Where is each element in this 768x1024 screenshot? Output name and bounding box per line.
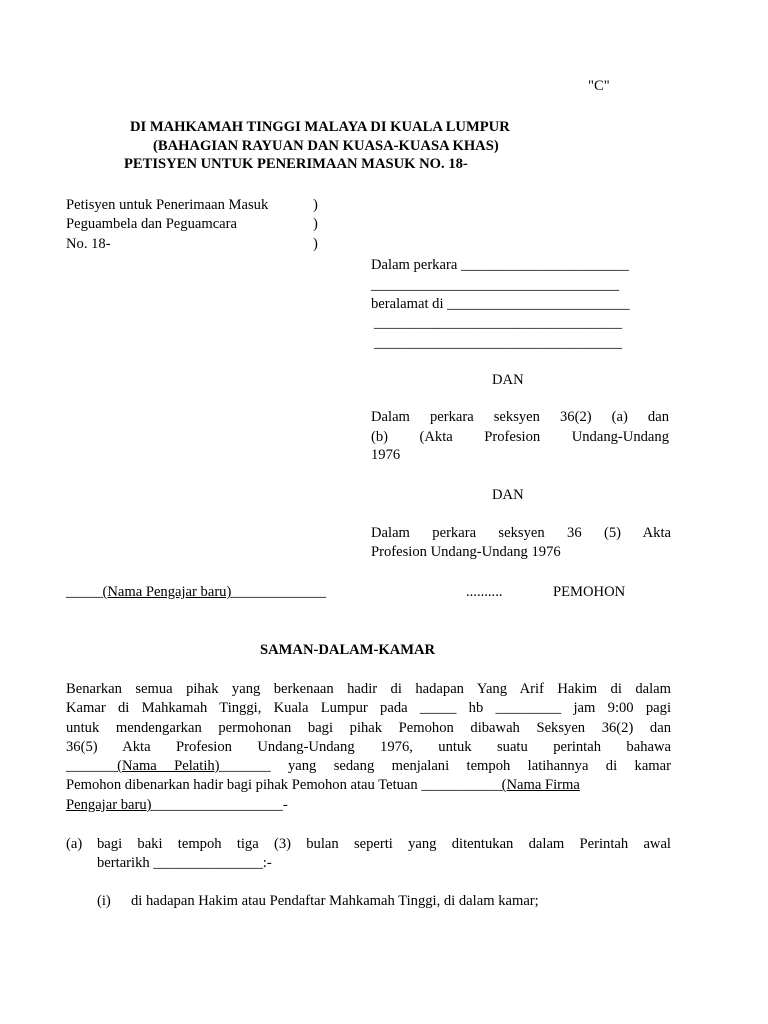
section2-line-1: Dalam perkara seksyen 36 (5) Akta [371, 525, 671, 541]
summons-title: SAMAN-DALAM-KAMAR [260, 642, 436, 658]
section2-line-2: Profesion Undang-Undang 1976 [371, 544, 561, 560]
petition-title: PETISYEN UNTUK PENERIMAAN MASUK NO. 18- [124, 156, 468, 172]
body-line-4: 36(5) Akta Profesion Undang-Undang 1976, untuk suatu perintah bahawa [66, 739, 671, 755]
item-a-label: (a) [66, 836, 83, 852]
pupil-prefix: _______ [66, 758, 118, 774]
applicant-label: PEMOHON [553, 584, 626, 600]
bracket: ) [313, 216, 318, 232]
firm-blank: ___________ [421, 777, 502, 793]
section1-line-3: 1976 [371, 447, 401, 463]
caption-line-2: Peguambela dan Peguamcara [66, 216, 237, 232]
trainer-line [66, 583, 326, 601]
item-i-label: (i) [97, 893, 111, 909]
matter-line-5: __________________________________ [374, 335, 623, 351]
item-i-text: di hadapan Hakim atau Pendaftar Mahkamah Tinggi, di dalam kamar; [131, 893, 539, 909]
matter-line-1: Dalam perkara _______________________ [371, 257, 629, 273]
section1-line-1: Dalam perkara seksyen 36(2) (a) dan [371, 409, 669, 425]
pupil-suffix: _______ yang sedang menjalani tempoh latihannya di kamar [219, 758, 671, 774]
trainer-name: (Nama Pengajar baru) [102, 584, 232, 600]
dots: .......... [466, 584, 503, 600]
division-title: (BAHAGIAN RAYUAN DAN KUASA-KUASA KHAS) [153, 138, 499, 154]
item-a-line-2: bertarikh _______________:- [97, 855, 272, 871]
body-line-1: Benarkan semua pihak yang berkenaan hadir di hadapan Yang Arif Hakim di dalam [66, 681, 671, 697]
body-line-2: Kamar di Mahkamah Tinggi, Kuala Lumpur pada _____ hb _________ jam 9:00 pagi [66, 700, 671, 716]
trainer-suffix: _____________ [231, 584, 327, 600]
form-label: "C" [588, 78, 610, 94]
firm-text: Pemohon dibenarkan hadir bagi pihak Pemohon atau Tetuan [66, 777, 422, 793]
caption-line-1: Petisyen untuk Penerimaan Masuk [66, 197, 269, 213]
section1-line-2: (b) (Akta Profesion Undang-Undang [371, 429, 669, 445]
firm-line [66, 776, 580, 794]
matter-line-2: __________________________________ [371, 277, 620, 293]
bracket: ) [313, 236, 318, 252]
trainer-prefix: _____ [66, 584, 103, 600]
pupil-name: (Nama Pelatih) [117, 758, 220, 774]
matter-line-3: beralamat di _________________________ [371, 296, 630, 312]
caption-line-3: No. 18- [66, 236, 111, 252]
and-word: DAN [492, 487, 524, 503]
firm-suffix: __________________- [151, 797, 288, 813]
matter-line-4: __________________________________ [374, 315, 623, 331]
firm-line-2 [66, 796, 288, 814]
bracket: ) [313, 197, 318, 213]
item-a-line-1: bagi baki tempoh tiga (3) bulan seperti yang ditentukan dalam Perintah awal [97, 836, 671, 852]
and-word: DAN [492, 372, 524, 388]
court-title: DI MAHKAMAH TINGGI MALAYA DI KUALA LUMPUR [130, 119, 510, 135]
pupil-line [66, 757, 671, 775]
body-line-3: untuk mendengarkan permohonan bagi pihak Pemohon dibawah Seksyen 36(2) dan [66, 720, 671, 736]
firm-name-cont: Pengajar baru) [66, 797, 152, 813]
firm-name: (Nama Firma [501, 777, 580, 793]
